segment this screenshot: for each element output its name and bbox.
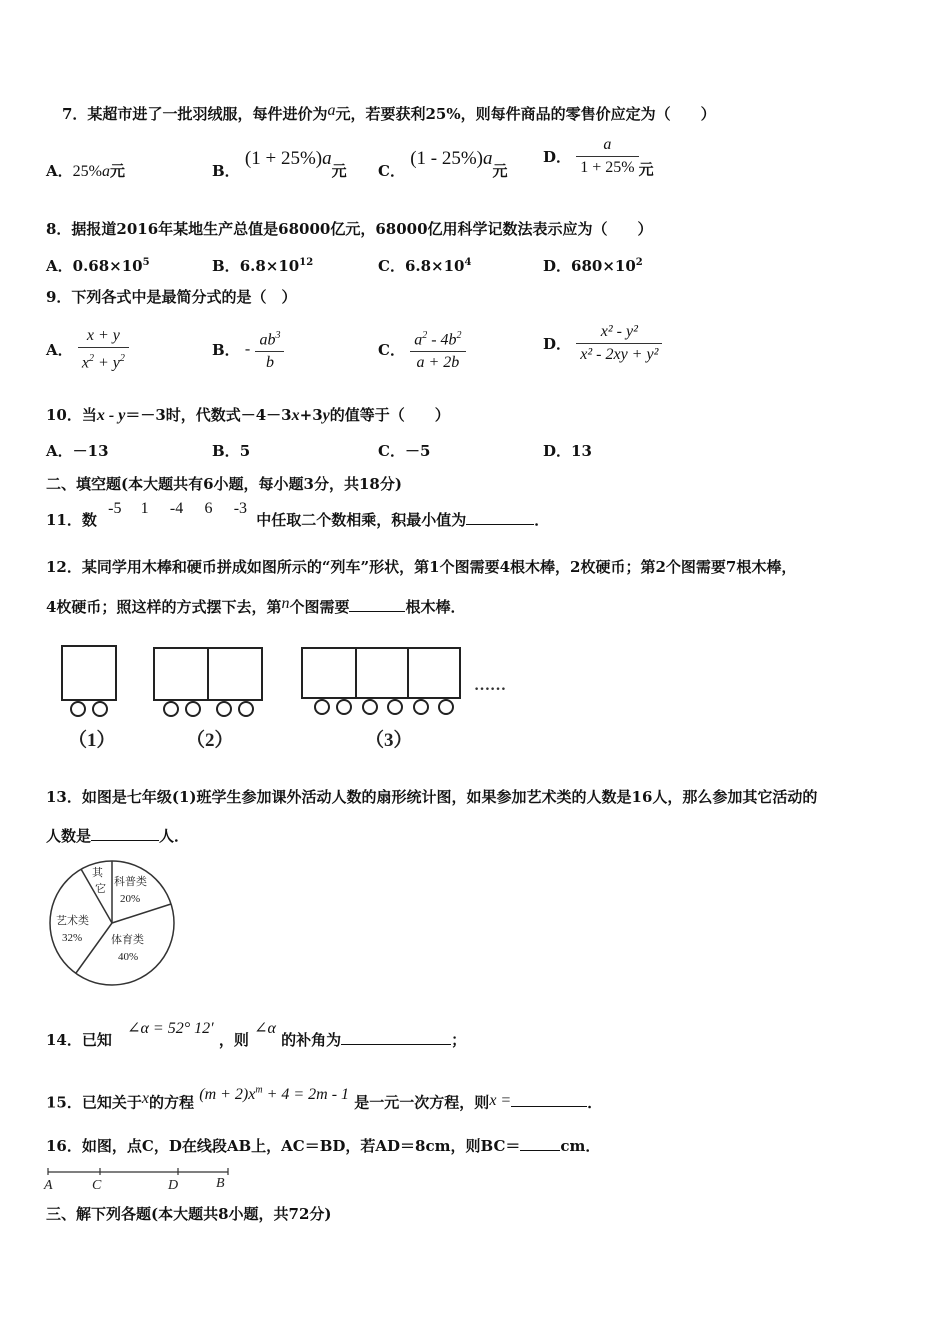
pie-label-other-2: 它 (95, 883, 106, 895)
train2-box (154, 648, 208, 700)
q14-stem: 14．已知 ∠α = 52° 12′ ，则 ∠α 的补角为 ； (46, 1020, 467, 1049)
coin (363, 700, 377, 714)
q10-option-d: D．13 (543, 442, 592, 460)
q8-stem: 8．据报道2016年某地生产总值是68000亿元，68000亿用科学记数法表示应为（ ） (46, 220, 653, 238)
pie-label-science: 科普类 (114, 876, 147, 888)
point-c-label: C (92, 1178, 102, 1193)
q16-stem: 16．如图，点C，D在线段AB上，AC＝BD，若AD＝8cm，则BC＝ cm． (46, 1137, 601, 1155)
q9-option-a: A． $\frac{x + y}{x^2 + y^2}$ (46, 325, 129, 374)
q8-option-b: B．$6.8\times 10^{12}$ (212, 257, 314, 275)
train1-box (62, 646, 116, 700)
q8-option-a: A．$0.68\times 10^5$ (46, 257, 150, 275)
segment-figure (42, 1163, 242, 1193)
pie-label-art-pct: 32% (62, 932, 83, 944)
q9-option-c: C． $\frac{a^2 - 4b^2}{a + 2b}$ (378, 325, 466, 374)
coin (315, 700, 329, 714)
section-3-heading: 三、解下列各题(本大题共8小题，共72分) (46, 1205, 332, 1223)
point-a-label: A (44, 1178, 53, 1193)
coin (388, 700, 402, 714)
coin (186, 702, 200, 716)
q8-option-d: D．$680\times 10^2$ (543, 257, 643, 275)
coin (337, 700, 351, 714)
q13-line2: 人数是 人． (46, 827, 190, 845)
q9-option-d: D． $\frac{\text{x² - y²}}{\text{x² - 2xy + y²}}$ (543, 321, 662, 366)
q7-option-d: D． $\frac{a}{1 + 25\%}$ 元 (543, 136, 654, 179)
train3-box (408, 648, 460, 698)
q11-stem: 11．数 -5 1 -4 6 -3 中任取二个数相乘，积最小值为 ． (46, 500, 550, 529)
train3-box (356, 648, 408, 698)
q10-option-a: A．－13 (46, 442, 109, 460)
pie-label-science-pct: 20% (120, 893, 141, 905)
coin (217, 702, 231, 716)
coin (93, 702, 107, 716)
q8-option-c: C．$6.8\times 10^4$ (378, 257, 472, 275)
section-2-heading: 二、填空题(本大题共有6小题，每小题3分，共18分) (46, 475, 402, 493)
q7-stem: 7．某超市进了一批羽绒服，每件进价为a元，若要获利25%，则每件商品的零售价应定为（ ） (62, 102, 716, 123)
q13-line1: 13．如图是七年级(1)班学生参加课外活动人数的扇形统计图，如果参加艺术类的人数是16人，那么参加其它活动的 (46, 788, 818, 806)
train-label-3: （3） (365, 730, 413, 751)
q10-option-b: B．5 (212, 442, 251, 460)
q10-option-c: C．－5 (378, 442, 431, 460)
train-figure (50, 640, 550, 758)
q10-stem: 10．当x - y＝－3时，代数式－4－3x+3y的值等于（ ） (46, 406, 450, 424)
pie-label-sports: 体育类 (111, 934, 144, 946)
coin (164, 702, 178, 716)
train3-box (302, 648, 356, 698)
q12-line1: 12．某同学用木棒和硬币拼成如图所示的“列车”形状，第1个图需要4根木棒，2枚硬币；第2个图需要7根木棒， (46, 558, 797, 576)
point-d-label: D (168, 1178, 179, 1193)
coin (239, 702, 253, 716)
pie-label-art: 艺术类 (56, 915, 89, 927)
q7-option-c: C． (1 - 25%)a元 (378, 148, 508, 180)
point-b-label: B (216, 1176, 225, 1191)
pie-label-other-1: 其 (92, 867, 103, 879)
pie-label-sports-pct: 40% (118, 951, 139, 963)
coin (439, 700, 453, 714)
q7-option-b: B． (1 + 25%)a元 (212, 148, 347, 180)
q15-stem: 15．已知关于x的方程 $(m + 2)x^m + 4 = 2m - 1$ 是一元一次方程，则x = ． (46, 1085, 603, 1112)
pie-chart (44, 858, 184, 988)
q7-optD-fraction: $\frac{a}{1 + 25\%}$ (576, 134, 638, 179)
q9-stem: 9．下列各式中是最简分式的是（ ） (46, 288, 297, 306)
train-label-2: （2） (186, 730, 234, 751)
q12-line2: 4枚硬币；照这样的方式摆下去，第n个图需要 根木棒． (46, 595, 466, 616)
train2-box (208, 648, 262, 700)
coin (71, 702, 85, 716)
train-ellipsis: …… (474, 677, 506, 694)
q7-option-a: A．25%a元 (46, 162, 125, 180)
train-label-1: （1） (68, 730, 116, 751)
q9-option-b: B． - $\frac{ab^3}{b}$ (212, 325, 284, 374)
coin (414, 700, 428, 714)
